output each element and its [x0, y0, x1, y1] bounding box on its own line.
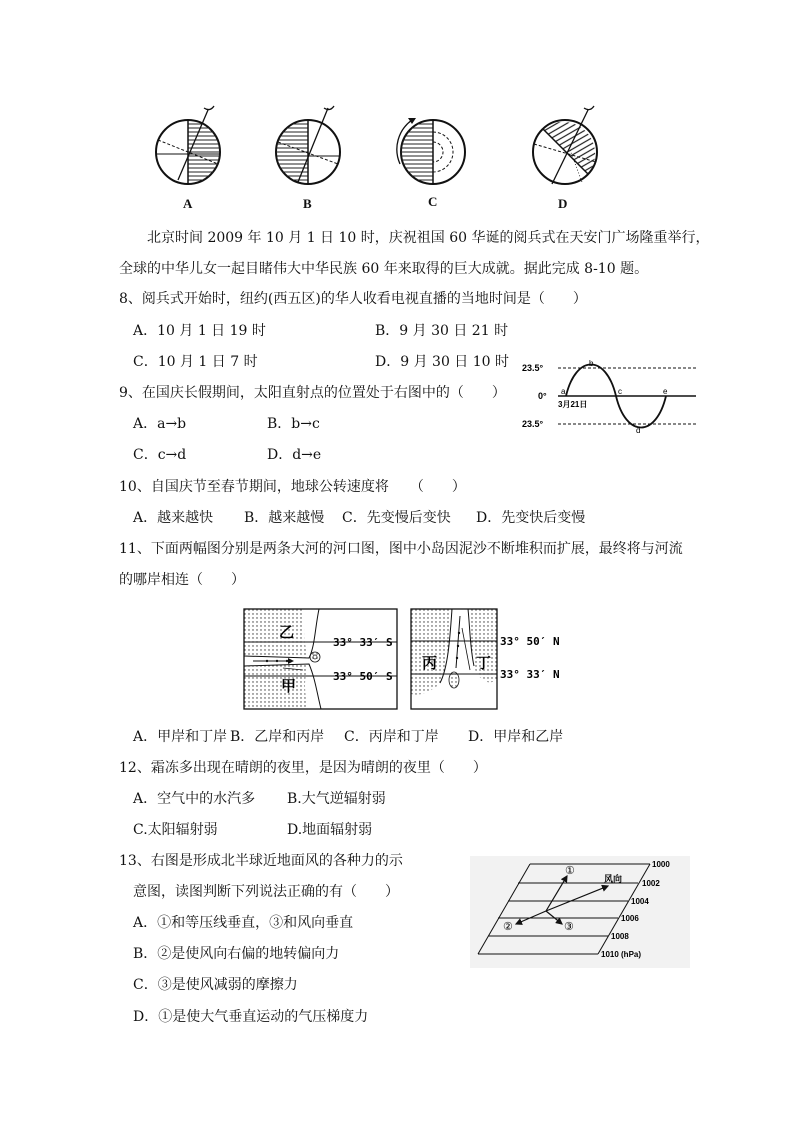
- q8-option-d: D．9 月 30 日 10 时: [375, 354, 510, 370]
- q13-force-3: ③: [564, 921, 574, 933]
- q13-wind-label: 风向: [604, 874, 623, 884]
- q13-force-1: ①: [565, 865, 575, 877]
- globe-a: [156, 106, 220, 184]
- q9-stem: 9、在国庆长假期间，太阳直射点的位置处于右图中的（ ）: [119, 385, 506, 401]
- globe-label-b: B: [303, 196, 312, 211]
- q9-option-d: D．d→e: [267, 447, 322, 463]
- q13-figure: [470, 856, 690, 968]
- q9-mid-label: 0°: [538, 391, 547, 401]
- q11-stem-1: 11、下面两幅图分别是两条大河的河口图，图中小岛因泥沙不断堆积而扩展，最终将与河流: [119, 541, 683, 557]
- q8-option-a: A．10 月 1 日 19 时: [133, 323, 266, 339]
- q11-left-map-svg: [243, 608, 398, 710]
- q9-point-c: c: [618, 387, 622, 396]
- q8-stem: 8、阅兵式开始时，纽约(西五区)的华人收看电视直播的当地时间是（ ）: [119, 291, 587, 307]
- q12-stem: 12、霜冻多出现在晴朗的夜里，是因为晴朗的夜里（ ）: [119, 760, 487, 776]
- q10-option-a: A．越来越快: [133, 510, 214, 526]
- q9-date-label: 3月21日: [558, 400, 588, 409]
- globe-label-d: D: [558, 196, 568, 211]
- q11-option-c: C．丙岸和丁岸: [344, 729, 439, 745]
- q11-right-bank-left: 丙: [422, 655, 438, 672]
- q9-point-e: e: [663, 387, 668, 396]
- q8-option-c: C．10 月 1 日 7 时: [133, 354, 258, 370]
- q9-option-c: C．c→d: [133, 447, 187, 463]
- q13-stem-1: 13、右图是形成北半球近地面风的各种力的示: [119, 853, 403, 869]
- globe-d: [533, 106, 597, 184]
- q11-left-map: [243, 608, 398, 710]
- q11-right-map-svg: [410, 608, 570, 710]
- q13-option-b: B．②是使风向右偏的地转偏向力: [133, 946, 340, 962]
- q13-isobar-1000: 1000: [652, 860, 670, 869]
- q9-option-b: B．b→c: [267, 416, 320, 432]
- globe-c: [397, 118, 465, 184]
- q9-top-label: 23.5°: [522, 363, 544, 373]
- globe-figure-row: [150, 102, 620, 217]
- globe-label-a: A: [183, 196, 193, 211]
- q9-point-a: a: [561, 387, 566, 396]
- q11-right-bank-right: 丁: [476, 655, 492, 672]
- q10-option-c: C．先变慢后变快: [342, 510, 451, 526]
- q11-left-bank-top: 乙: [279, 624, 295, 641]
- intro-line-1: 北京时间 2009 年 10 月 1 日 10 时，庆祝祖国 60 华诞的阅兵式在天安门广场隆重举行，: [147, 230, 710, 246]
- q12-option-d: D.地面辐射弱: [287, 822, 373, 838]
- q13-isobar-1002: 1002: [642, 879, 660, 888]
- q13-option-c: C．③是使风减弱的摩擦力: [133, 977, 298, 993]
- q9-curve-svg: [518, 356, 698, 436]
- q13-option-d: D．①是使大气垂直运动的气压梯度力: [133, 1009, 369, 1025]
- q9-point-d: d: [636, 426, 641, 435]
- q8-option-b: B．9 月 30 日 21 时: [375, 323, 509, 339]
- q12-option-b: B.大气逆辐射弱: [287, 791, 386, 807]
- q13-force-svg: [470, 856, 690, 968]
- globe-label-c: C: [428, 194, 438, 209]
- globe-b: [276, 106, 340, 184]
- q9-option-a: A．a→b: [133, 416, 187, 432]
- q11-right-lat-bottom: 33° 33′ N: [500, 668, 560, 681]
- q11-option-b: B．乙岸和丙岸: [230, 729, 325, 745]
- q13-stem-2: 意图，读图判断下列说法正确的有（ ）: [133, 884, 399, 900]
- q13-isobar-1010: 1010 (hPa): [601, 950, 642, 959]
- q9-point-b: b: [589, 359, 594, 368]
- q10-option-b: B．越来越慢: [244, 510, 325, 526]
- q11-stem-2: 的哪岸相连（ ）: [119, 572, 245, 588]
- q13-isobar-1006: 1006: [621, 914, 639, 923]
- q9-figure: [518, 356, 698, 436]
- q13-option-a: A．①和等压线垂直，③和风向垂直: [133, 915, 354, 931]
- q11-right-map: [410, 608, 570, 710]
- q12-option-a: A．空气中的水汽多: [133, 791, 256, 807]
- q10-option-d: D．先变快后变慢: [476, 510, 586, 526]
- q11-left-lat-bottom: 33° 50′ S: [333, 670, 393, 683]
- q11-left-bank-bottom: 甲: [281, 678, 297, 695]
- q13-isobar-1008: 1008: [611, 932, 629, 941]
- q13-isobar-1004: 1004: [631, 897, 649, 906]
- q11-right-lat-top: 33° 50′ N: [500, 635, 560, 648]
- q12-option-c: C.太阳辐射弱: [133, 822, 218, 838]
- intro-line-2: 全球的中华儿女一起目睹伟大中华民族 60 年来取得的巨大成就。据此完成 8-10 题。: [119, 261, 649, 277]
- q11-left-lat-top: 33° 33′ S: [333, 636, 393, 649]
- q9-bottom-label: 23.5°: [522, 419, 544, 429]
- q11-option-a: A．甲岸和丁岸: [133, 729, 228, 745]
- globes-svg: [150, 102, 620, 217]
- q11-option-d: D．甲岸和乙岸: [468, 729, 564, 745]
- q13-force-2: ②: [503, 921, 513, 933]
- q10-stem: 10、自国庆节至春节期间，地球公转速度将 （ ）: [119, 479, 466, 495]
